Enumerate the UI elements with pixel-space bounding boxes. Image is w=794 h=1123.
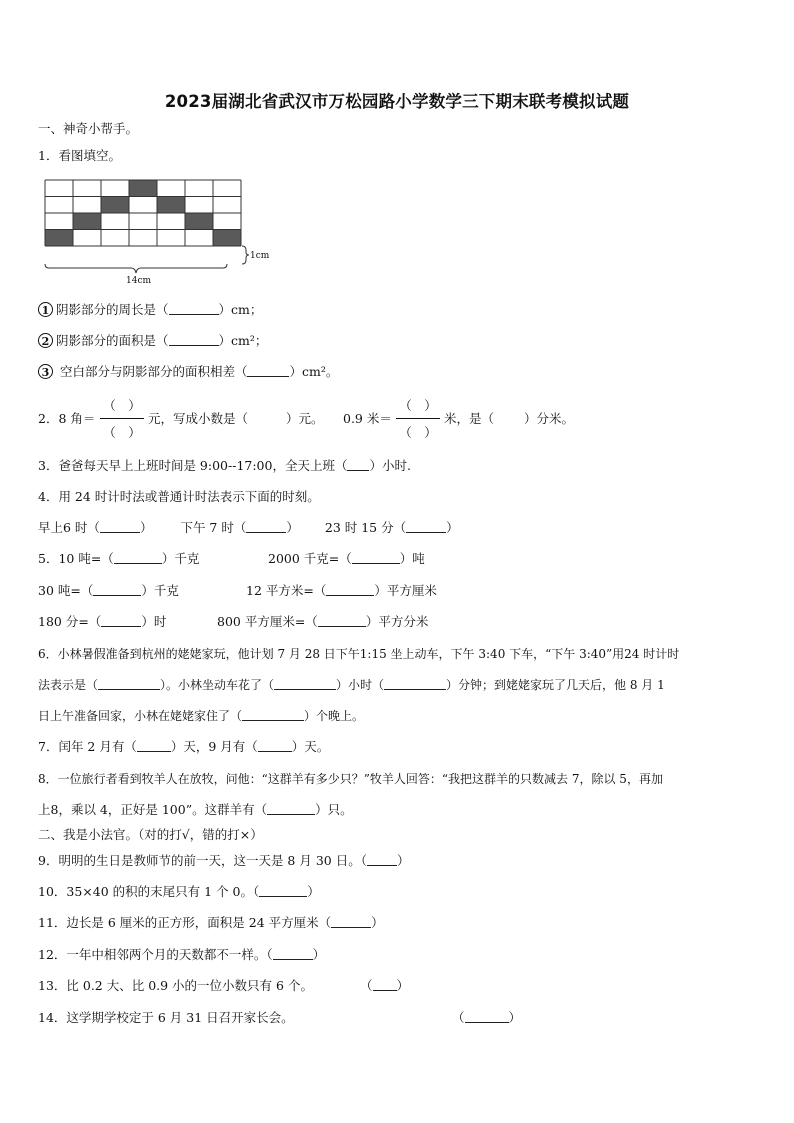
fraction-1-denominator[interactable]: （ ） bbox=[103, 425, 141, 440]
q5-r1b-unit: ）吨 bbox=[399, 551, 425, 566]
answer-blank[interactable] bbox=[318, 614, 366, 627]
shaded-cell bbox=[45, 230, 73, 247]
q12-text: 12．一年中相邻两个月的天数都不一样。（ bbox=[38, 947, 273, 962]
q5-r2b-text: 12 平方米=（ bbox=[246, 583, 327, 598]
shaded-cell bbox=[213, 230, 241, 247]
q4-a-text: 早上6 时（ bbox=[38, 520, 100, 535]
q10 bbox=[38, 884, 320, 900]
q2-tail-text: 米，是（ bbox=[444, 411, 495, 426]
q13-close: ） bbox=[396, 978, 410, 993]
q2-middle-unit: ）元。 bbox=[286, 411, 324, 426]
answer-blank[interactable] bbox=[100, 520, 140, 533]
q6-l2-text-c: ）小时（ bbox=[336, 678, 385, 692]
fraction-1-numerator[interactable]: （ ） bbox=[103, 398, 141, 413]
q11-close: ） bbox=[371, 915, 384, 930]
q9-text: 9．明明的生日是教师节的前一天，这一天是 8 月 30 日。（ bbox=[38, 853, 367, 868]
answer-blank[interactable] bbox=[267, 802, 315, 815]
q12-close: ） bbox=[312, 947, 326, 962]
answer-blank[interactable] bbox=[247, 364, 289, 377]
answer-blank[interactable] bbox=[169, 333, 219, 346]
q3 bbox=[38, 458, 411, 474]
answer-blank[interactable] bbox=[259, 884, 307, 897]
answer-blank[interactable] bbox=[352, 551, 400, 564]
q6-line-2 bbox=[38, 677, 665, 693]
q5-r2a-unit: ）千克 bbox=[141, 583, 179, 598]
q5-r1a-unit: ）千克 bbox=[161, 551, 200, 566]
answer-blank[interactable] bbox=[347, 458, 369, 471]
section-heading-2: 二、我是小法官。（对的打√，错的打×） bbox=[38, 827, 263, 842]
q1-item-3-unit: ）cm²。 bbox=[289, 364, 339, 379]
q13-open: （ bbox=[360, 978, 373, 993]
answer-blank[interactable] bbox=[331, 915, 371, 928]
answer-blank[interactable] bbox=[465, 1010, 509, 1023]
q2-middle bbox=[148, 411, 324, 427]
q4-row bbox=[38, 520, 459, 536]
q5-row-1b bbox=[268, 551, 425, 567]
answer-blank[interactable] bbox=[242, 708, 304, 721]
q10-close: ） bbox=[307, 884, 320, 899]
q3-unit: ）小时. bbox=[369, 458, 411, 473]
answer-blank[interactable] bbox=[258, 739, 292, 752]
answer-blank[interactable] bbox=[137, 739, 171, 752]
answer-blank[interactable] bbox=[114, 551, 162, 564]
q1-item-1-unit: ）cm； bbox=[218, 302, 263, 317]
q13-answer bbox=[360, 978, 409, 994]
q8-l2-unit: ）只。 bbox=[315, 802, 353, 817]
answer-blank[interactable] bbox=[93, 583, 141, 596]
q5-row-2b bbox=[246, 583, 437, 599]
q2-tail-unit: ）分米。 bbox=[524, 411, 575, 426]
answer-blank[interactable] bbox=[101, 614, 141, 627]
q14-open: （ bbox=[452, 1010, 465, 1025]
q1-item-2 bbox=[38, 333, 267, 349]
q14-close: ） bbox=[508, 1010, 522, 1025]
fraction-2-numerator[interactable]: （ ） bbox=[399, 398, 437, 413]
q9-close: ） bbox=[396, 853, 410, 868]
answer-blank[interactable] bbox=[367, 853, 397, 866]
fraction-2-denominator[interactable]: （ ） bbox=[399, 425, 437, 440]
fraction-2-bar bbox=[396, 418, 440, 419]
circled-number-2: 2 bbox=[38, 333, 53, 348]
circled-number-3: 3 bbox=[38, 364, 53, 379]
answer-blank[interactable] bbox=[273, 947, 313, 960]
q1-item-3 bbox=[38, 364, 338, 380]
q5-row-2 bbox=[38, 583, 179, 599]
q7-text-c: ）天。 bbox=[291, 739, 330, 754]
answer-blank[interactable] bbox=[326, 583, 374, 596]
q5-r3b-unit: ）平方分米 bbox=[365, 614, 429, 629]
shaded-cell bbox=[157, 197, 185, 214]
q1-item-3-text: 空白部分与阴影部分的面积相差（ bbox=[56, 364, 248, 379]
circled-number-1: 1 bbox=[38, 302, 53, 317]
q2-prefix: 2．8 角＝ bbox=[38, 411, 96, 426]
answer-blank[interactable] bbox=[274, 677, 336, 690]
q1-item-1-text: 阴影部分的周长是（ bbox=[56, 302, 169, 317]
q10-text: 的积的末尾只有 1 个 0。（ bbox=[108, 884, 260, 899]
q5-r2a-text: 30 吨=（ bbox=[38, 583, 94, 598]
q1-heading: 1．看图填空。 bbox=[38, 148, 121, 163]
q6-l2-text-b: ）。小林坐动车花了（ bbox=[160, 678, 275, 692]
q4-b-close: ） bbox=[286, 520, 299, 535]
answer-blank[interactable] bbox=[406, 520, 446, 533]
q11 bbox=[38, 915, 384, 931]
q6-line-1: 6．小林暑假准备到杭州的姥姥家玩，他计划 7 月 28 日下午1:15 坐上动车，下午 3:40 下车，“下午 3:40”用24 时计时 bbox=[38, 647, 680, 661]
q13-text: 13．比 0.2 大、比 0.9 小的一位小数只有 6 个。 bbox=[38, 978, 313, 993]
q6-l3-text-a: 日上午准备回家，小林在姥姥家住了（ bbox=[38, 709, 243, 723]
q3-text: 3．爸爸每天早上上班时间是 9:00--17:00，全天上班（ bbox=[38, 458, 348, 473]
q5-r1a-text: 5．10 吨=（ bbox=[38, 551, 114, 566]
width-brace bbox=[45, 264, 227, 273]
q6-l2-text-a: 法表示是（ bbox=[38, 678, 99, 692]
q8-line-1: 8．一位旅行者看到牧羊人在放牧，问他：“这群羊有多少只？”牧羊人回答：“我把这群羊的只数减去 7，除以 5，再加 bbox=[38, 772, 663, 786]
shaded-cell bbox=[101, 197, 129, 214]
q14 bbox=[38, 1010, 294, 1026]
q9 bbox=[38, 853, 409, 869]
height-label: 1cm bbox=[250, 251, 270, 261]
q5-r1b-text: 2000 千克=（ bbox=[268, 551, 352, 566]
q6-line-3 bbox=[38, 708, 364, 724]
answer-blank[interactable] bbox=[373, 978, 397, 991]
q5-r2b-unit: ）平方厘米 bbox=[374, 583, 437, 598]
q4-c-text: 23 时 15 分（ bbox=[324, 520, 407, 535]
q2-tail bbox=[444, 411, 574, 427]
q5-r3a-text: 180 分=（ bbox=[38, 614, 102, 629]
q1-item-2-unit: ）cm²； bbox=[218, 333, 268, 348]
q2-middle-text: 元，写成小数是（ bbox=[148, 411, 249, 426]
section-heading-1: 一、神奇小帮手。 bbox=[38, 121, 139, 136]
q4-heading: 4．用 24 时计时法或普通计时法表示下面的时刻。 bbox=[38, 489, 320, 504]
q8-line-2 bbox=[38, 802, 353, 818]
answer-blank[interactable] bbox=[98, 677, 160, 690]
q8-l2-text: 上8，乘以 4，正好是 100”。这群羊有（ bbox=[38, 802, 268, 817]
answer-blank[interactable] bbox=[246, 520, 286, 533]
fraction-1-bar bbox=[100, 418, 144, 419]
q14-text: 14．这学期学校定于 6 月 31 日召开家长会。 bbox=[38, 1010, 294, 1025]
shaded-cell bbox=[129, 180, 157, 197]
q5-row-3b bbox=[217, 614, 428, 630]
q5-r3a-unit: ）时 bbox=[141, 614, 167, 629]
q1-item-2-text: 阴影部分的面积是（ bbox=[56, 333, 169, 348]
q10-number: 10． bbox=[38, 884, 67, 899]
shaded-cell bbox=[185, 213, 213, 230]
q2-second-prefix: 0.9 米＝ bbox=[343, 411, 392, 426]
q7-text-b: ）天，9 月有（ bbox=[170, 739, 258, 754]
width-label: 14cm bbox=[126, 276, 152, 286]
q11-text: 11．边长是 6 厘米的正方形，面积是 24 平方厘米（ bbox=[38, 915, 332, 930]
q5-row-3 bbox=[38, 614, 166, 630]
answer-blank[interactable] bbox=[384, 677, 446, 690]
shaded-cell bbox=[73, 213, 101, 230]
height-brace bbox=[242, 246, 249, 264]
q5-row-1 bbox=[38, 551, 199, 567]
q12 bbox=[38, 947, 325, 963]
q5-r3b-text: 800 平方厘米=（ bbox=[217, 614, 318, 629]
q10-expression: 35×40 bbox=[66, 884, 109, 899]
q1-item-1 bbox=[38, 302, 262, 318]
q7-text-a: 7．闰年 2 月有（ bbox=[38, 739, 137, 754]
q13 bbox=[38, 978, 313, 994]
q4-c-close: ） bbox=[446, 520, 459, 535]
q14-answer bbox=[452, 1010, 521, 1026]
q6-l3-text-b: ）个晚上。 bbox=[304, 709, 365, 723]
q4-a-close: ） bbox=[139, 520, 153, 535]
grid-figure bbox=[38, 172, 278, 290]
answer-blank[interactable] bbox=[169, 302, 219, 315]
q7 bbox=[38, 739, 329, 755]
q4-b-text: 下午 7 时（ bbox=[180, 520, 247, 535]
page-title: 2023届湖北省武汉市万松园路小学数学三下期末联考模拟试题 bbox=[164, 92, 630, 111]
q6-l2-text-d: ）分钟；到姥姥家玩了几天后，他 8 月 1 bbox=[446, 678, 665, 692]
